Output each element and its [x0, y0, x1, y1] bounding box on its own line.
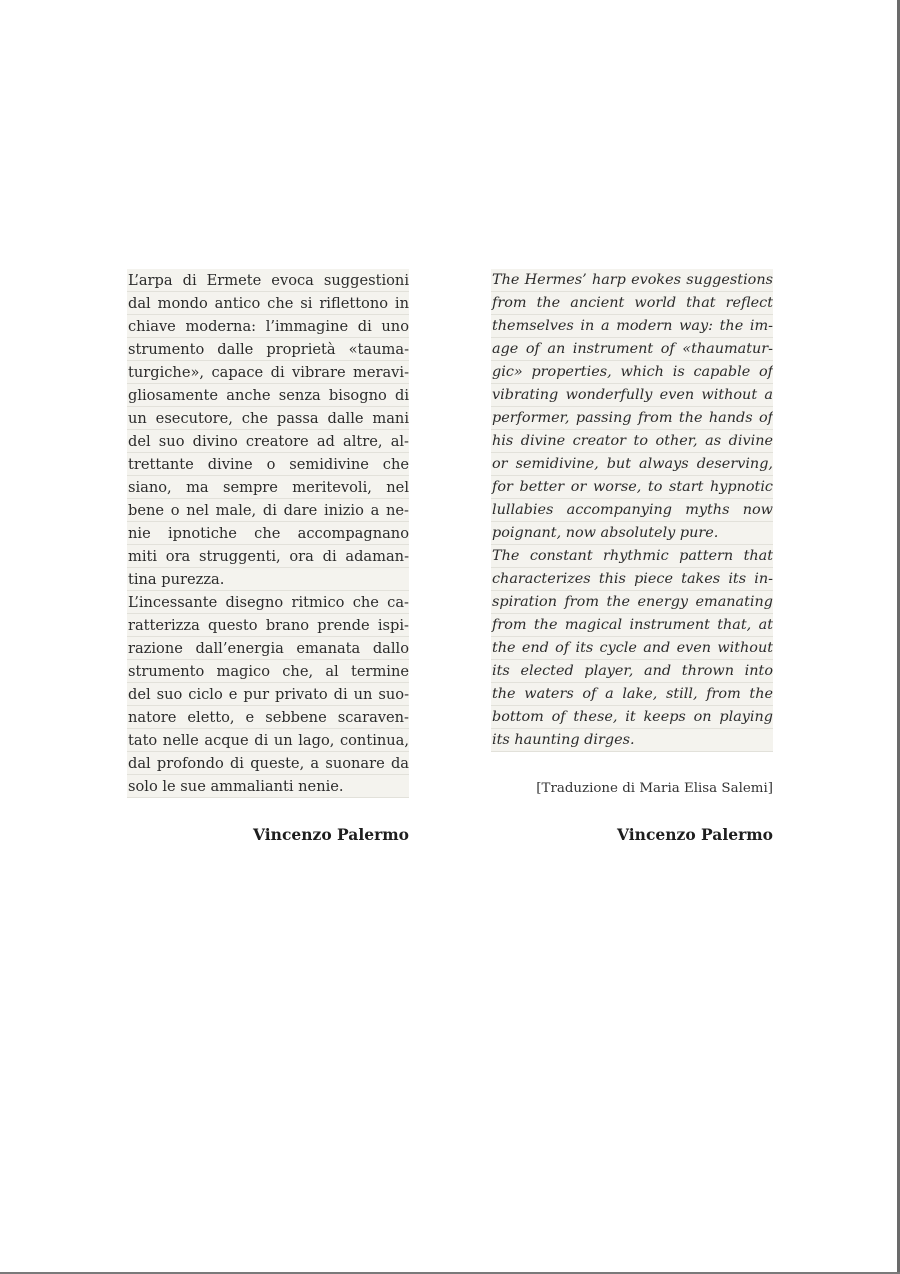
text-line: from the magical instrument that, at: [491, 614, 773, 637]
text-line: themselves in a modern way: the im-: [491, 315, 773, 338]
text-line: bene o nel male, di dare inizio a ne-: [127, 499, 409, 522]
text-line: The Hermes’ harp evokes suggestions: [491, 269, 773, 292]
text-line: L’incessante disegno ritmico che ca-: [127, 591, 409, 614]
text-line: solo le sue ammalianti nenie.: [127, 775, 409, 798]
text-line: nie ipnotiche che accompagnano: [127, 522, 409, 545]
text-line: chiave moderna: l’immagine di uno: [127, 315, 409, 338]
text-line: characterizes this piece takes its in-: [491, 568, 773, 591]
text-line: or semidivine, but always deserving,: [491, 453, 773, 476]
text-line: age of an instrument of «thaumatur-: [491, 338, 773, 361]
text-line: bottom of these, it keeps on playing: [491, 706, 773, 729]
text-line: trettante divine o semidivine che: [127, 453, 409, 476]
text-line: tato nelle acque di un lago, continua,: [127, 729, 409, 752]
text-line: dal mondo antico che si riflettono in: [127, 292, 409, 315]
text-line: his divine creator to other, as divine: [491, 430, 773, 453]
text-line: siano, ma sempre meritevoli, nel: [127, 476, 409, 499]
text-line: strumento dalle proprietà «tauma-: [127, 338, 409, 361]
text-line: miti ora struggenti, ora di adaman-: [127, 545, 409, 568]
text-line: its haunting dirges.: [491, 729, 773, 752]
text-line: un esecutore, che passa dalle mani: [127, 407, 409, 430]
text-line: gliosamente anche senza bisogno di: [127, 384, 409, 407]
text-line: the waters of a lake, still, from the: [491, 683, 773, 706]
translation-credit: [Traduzione di Maria Elisa Salemi]: [536, 781, 773, 796]
text-line: del suo ciclo e pur privato di un suo-: [127, 683, 409, 706]
text-line: its elected player, and thrown into: [491, 660, 773, 683]
text-line: turgiche», capace di vibrare meravi-: [127, 361, 409, 384]
text-line: dal profondo di queste, a suonare da: [127, 752, 409, 775]
text-line: The constant rhythmic pattern that: [491, 545, 773, 568]
text-line: razione dall’energia emanata dallo: [127, 637, 409, 660]
text-line: for better or worse, to start hypnotic: [491, 476, 773, 499]
text-line: vibrating wonderfully even without a: [491, 384, 773, 407]
text-line: tina purezza.: [127, 568, 409, 591]
text-line: L’arpa di Ermete evoca suggestioni: [127, 269, 409, 292]
text-line: spiration from the energy emanating: [491, 591, 773, 614]
text-line: poignant, now absolutely pure.: [491, 522, 773, 545]
text-line: performer, passing from the hands of: [491, 407, 773, 430]
text-line: ratterizza questo brano prende ispi-: [127, 614, 409, 637]
signature-right: Vincenzo Palermo: [617, 825, 773, 844]
signature-left: Vincenzo Palermo: [253, 825, 409, 844]
text-line: strumento magico che, al termine: [127, 660, 409, 683]
text-line: gic» properties, which is capable of: [491, 361, 773, 384]
text-line: the end of its cycle and even without: [491, 637, 773, 660]
text-line: del suo divino creatore ad altre, al-: [127, 430, 409, 453]
text-line: natore eletto, e sebbene scaraven-: [127, 706, 409, 729]
english-text-column: [491, 269, 773, 752]
text-line: from the ancient world that reflect: [491, 292, 773, 315]
italian-text-column: [127, 269, 409, 798]
text-line: lullabies accompanying myths now: [491, 499, 773, 522]
